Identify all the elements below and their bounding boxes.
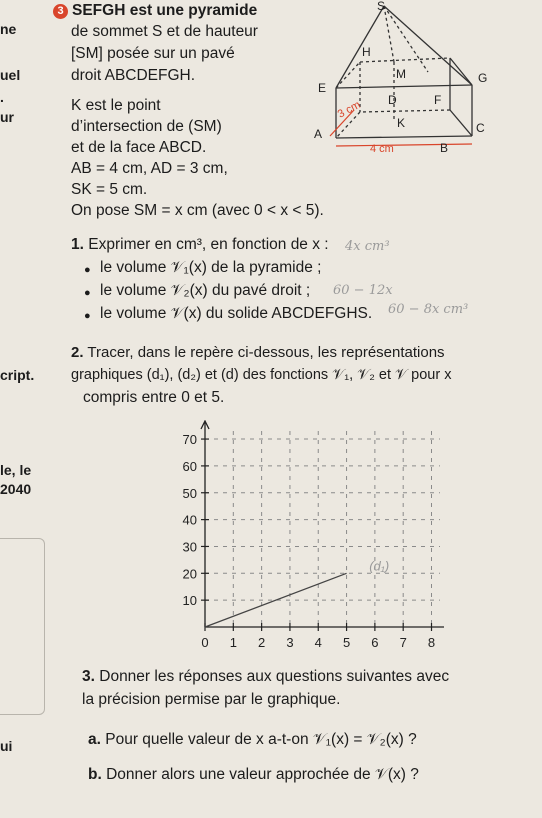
point-label: B xyxy=(440,141,449,155)
margin-word: ur xyxy=(0,109,14,125)
margin-word: cript. xyxy=(0,367,35,383)
question-2-line: compris entre 0 et 5. xyxy=(83,389,225,406)
bullet-item: ● le volume 𝒱₂(x) du pavé droit ; xyxy=(100,282,310,300)
margin-frame xyxy=(0,538,45,715)
x-tick-label: 6 xyxy=(371,635,379,650)
bullet-item: ● le volume 𝒱₁(x) de la pyramide ; xyxy=(100,259,321,277)
handwritten-answer: 4x cm³ xyxy=(345,239,390,254)
question-2-line: graphiques (d₁), (d₂) et (d) des fonctions 𝒱₁, 𝒱₂ et 𝒱 pour x xyxy=(71,367,452,383)
x-tick-label: 5 xyxy=(342,635,351,650)
intro-line: droit ABCDEFGH. xyxy=(71,67,196,84)
point-label: M xyxy=(396,67,406,81)
intro-line: [SM] posée sur un pavé xyxy=(71,45,235,62)
exercise-number-badge: 3 xyxy=(53,4,68,19)
sub-question-text: Pour quelle valeur de x a-t-on 𝒱₁(x) = 𝒱₂(x) ? xyxy=(105,731,417,748)
x-tick-label: 3 xyxy=(286,635,294,650)
point-label: D xyxy=(388,93,397,107)
y-tick-label: 30 xyxy=(182,539,197,555)
margin-word: ne xyxy=(0,21,17,37)
intro-line: On pose SM = x cm (avec 0 < x < 5). xyxy=(71,202,324,219)
margin-word: uel xyxy=(0,67,21,83)
handwritten-answer: 60 − 12x xyxy=(333,283,393,298)
y-tick-label: 20 xyxy=(182,566,197,582)
point-label: C xyxy=(476,121,485,135)
bullet-item: ● le volume 𝒱(x) du solide ABCDEFGHS. xyxy=(100,305,372,323)
y-tick-label: 40 xyxy=(182,512,197,528)
intro-line: de sommet S et de hauteur xyxy=(71,23,258,40)
point-label: S xyxy=(377,0,386,13)
point-label: E xyxy=(318,81,327,95)
dimension-label: 3 cm xyxy=(335,98,363,121)
dimension-label: 4 cm xyxy=(370,143,394,155)
margin-word: 2040 xyxy=(0,481,32,497)
point-label: A xyxy=(314,127,323,141)
x-tick-label: 2 xyxy=(258,635,266,650)
point-label: K xyxy=(397,116,406,130)
question-text: Donner les réponses aux questions suivantes avec xyxy=(99,668,450,685)
x-tick-label: 8 xyxy=(427,635,436,650)
intro-line: SEFGH est une pyramide xyxy=(72,2,258,19)
handwritten-answer: 60 − 8x cm³ xyxy=(388,302,469,317)
y-tick-label: 60 xyxy=(182,458,197,474)
point-label: F xyxy=(434,93,442,107)
point-label: G xyxy=(478,71,488,85)
intro-line: et de la face ABCD. xyxy=(71,139,207,156)
x-tick-label: 1 xyxy=(229,635,237,650)
handwritten-annotation: (d₁) xyxy=(369,558,390,574)
y-tick-label: 50 xyxy=(182,485,197,501)
sub-question-label: b. xyxy=(88,766,102,783)
question-3b xyxy=(88,766,419,784)
margin-word: le, le xyxy=(0,462,32,478)
x-tick-label: 4 xyxy=(314,635,322,650)
question-number: 2. xyxy=(71,344,84,361)
sub-question-label: a. xyxy=(88,731,101,748)
question-text: Exprimer en cm³, en fonction de x : xyxy=(88,236,329,253)
question-2-line xyxy=(71,344,445,362)
question-1 xyxy=(71,236,329,254)
x-tick-label: 0 xyxy=(201,635,209,650)
question-3-line xyxy=(82,668,449,686)
intro-line: AB = 4 cm, AD = 3 cm, xyxy=(71,160,228,177)
intro-line: SK = 5 cm. xyxy=(71,181,148,198)
margin-word: ui xyxy=(0,738,13,754)
intro-line: K est le point xyxy=(71,97,161,114)
point-label: H xyxy=(362,45,371,59)
exercise-title xyxy=(53,2,257,20)
question-number: 3. xyxy=(82,668,95,685)
empty-coordinate-grid xyxy=(160,420,450,660)
x-tick-label: 7 xyxy=(399,635,407,650)
sub-question-text: Donner alors une valeur approchée de 𝒱(x) ? xyxy=(106,766,419,783)
question-3a xyxy=(88,731,417,749)
y-tick-label: 70 xyxy=(182,432,197,448)
question-number: 1. xyxy=(71,236,84,253)
y-tick-label: 10 xyxy=(182,593,197,609)
pyramid-cuboid-figure xyxy=(300,0,542,160)
intro-line: d’intersection de (SM) xyxy=(71,118,222,135)
margin-word: . xyxy=(0,89,4,105)
question-3-line: la précision permise par le graphique. xyxy=(82,691,341,708)
question-text: Tracer, dans le repère ci-dessous, les représentations xyxy=(87,344,445,361)
